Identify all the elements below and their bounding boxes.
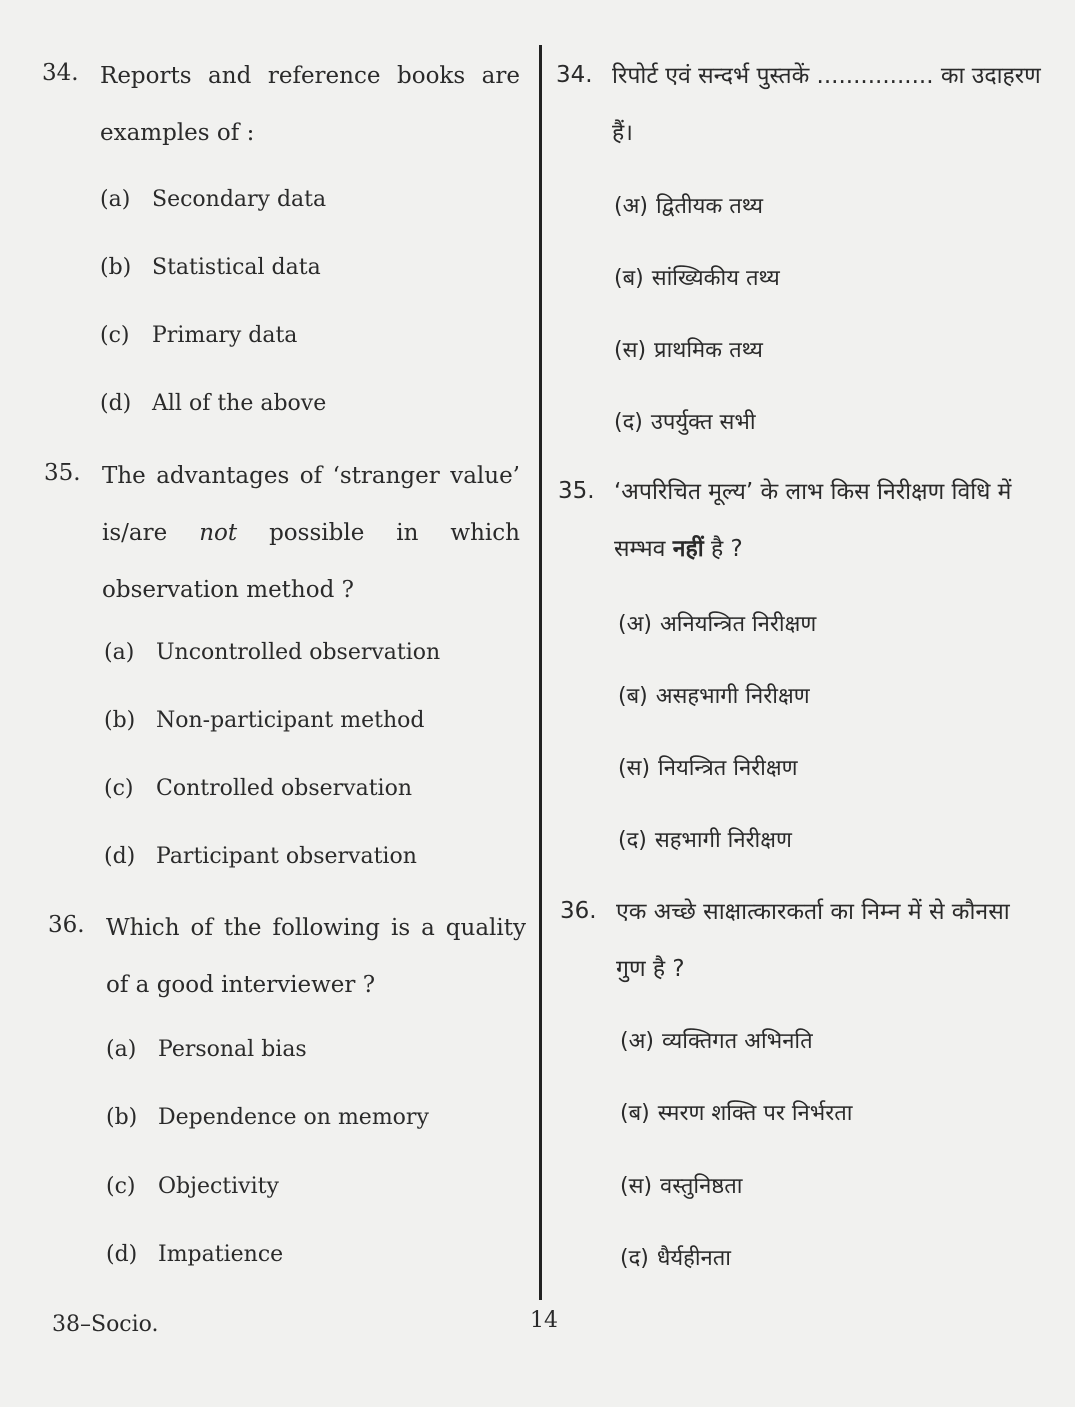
option-b: (ब) सांख्यिकीय तथ्य <box>614 266 780 291</box>
option-c: (स) नियन्त्रित निरीक्षण <box>618 756 798 781</box>
option-a: (अ) अनियन्त्रित निरीक्षण <box>618 612 817 637</box>
option-c: (c) Primary data <box>100 323 298 348</box>
option-d: (द) उपर्युक्त सभी <box>614 410 756 435</box>
paper-code: 38–Socio. <box>52 1312 159 1337</box>
option-a: (a) Uncontrolled observation <box>104 640 441 665</box>
option-c: (c) Objectivity <box>106 1174 279 1199</box>
option-d: (d) Impatience <box>106 1242 284 1267</box>
option-d: (द) सहभागी निरीक्षण <box>618 828 792 853</box>
option-b: (b) Statistical data <box>100 255 321 280</box>
option-a: (a) Personal bias <box>106 1037 307 1062</box>
page-number: 14 <box>530 1308 558 1333</box>
question-text: Which of the following is a quality of a good interviewer ? <box>106 915 526 998</box>
question-text: ‘अपरिचित मूल्य’ के लाभ किस निरीक्षण विधि में सम्भव नहीं है ? <box>614 479 1012 562</box>
question-number: 36. <box>48 912 85 938</box>
option-c: (स) वस्तुनिष्ठता <box>620 1174 743 1199</box>
option-b: (ब) असहभागी निरीक्षण <box>618 684 810 709</box>
question-number: 34. <box>556 62 593 88</box>
question-text: The advantages of ‘stranger value’ is/are not possible in which observation method ? <box>102 463 520 603</box>
option-b: (b) Non-participant method <box>104 708 425 733</box>
option-a: (अ) व्यक्तिगत अभिनति <box>620 1029 813 1054</box>
option-d: (द) धैर्यहीनता <box>620 1246 731 1271</box>
option-d: (d) All of the above <box>100 391 327 416</box>
question-number: 35. <box>558 478 595 504</box>
option-a: (a) Secondary data <box>100 187 327 212</box>
option-a: (अ) द्वितीयक तथ्य <box>614 194 764 219</box>
question-number: 36. <box>560 898 597 924</box>
question-text: Reports and reference books are examples of : <box>100 63 520 146</box>
option-b: (ब) स्मरण शक्ति पर निर्भरता <box>620 1101 853 1126</box>
question-text: रिपोर्ट एवं सन्दर्भ पुस्तकें ................ का उदाहरण हैं। <box>612 63 1041 146</box>
option-c: (स) प्राथमिक तथ्य <box>614 338 763 363</box>
option-d: (d) Participant observation <box>104 844 417 869</box>
column-divider <box>539 45 542 1300</box>
question-text: एक अच्छे साक्षात्कारकर्ता का निम्न में से कौनसा गुण है ? <box>616 899 1010 982</box>
option-b: (b) Dependence on memory <box>106 1105 429 1130</box>
question-number: 35. <box>44 460 81 486</box>
question-number: 34. <box>42 60 79 86</box>
option-c: (c) Controlled observation <box>104 776 413 801</box>
